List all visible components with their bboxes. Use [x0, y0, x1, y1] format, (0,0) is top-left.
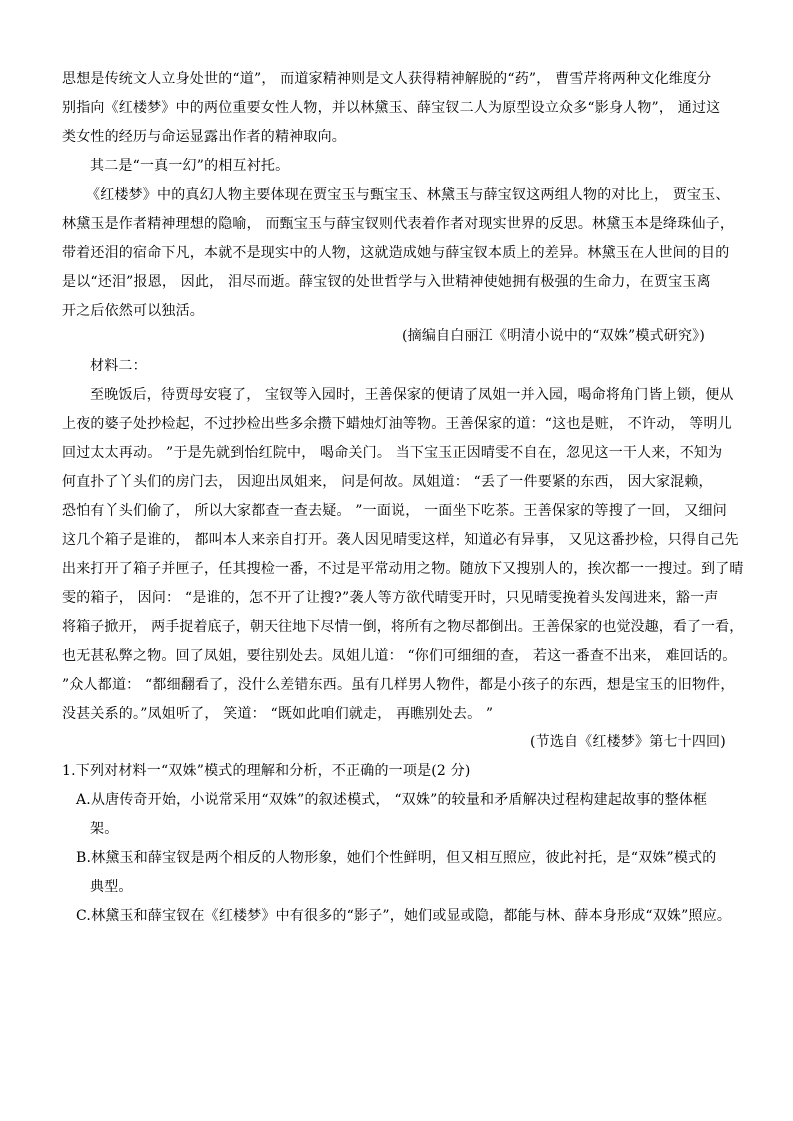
material1-line-9: 开之后依然可以独活。 [62, 303, 204, 319]
material2-line-10: 也无甚私弊之物。回了凤姐，要往别处去。凤姐儿道： “你们可细细的查， 若这一番查不出来， 难回话的。 [62, 648, 737, 664]
material2-line-7: 出来打开了箱子并匣子，任其搜检一番，不过是平常动用之物。随放下又搜别人的，挨次都一一搜过。到了晴 [62, 561, 744, 577]
material1-line-1: 思想是传统文人立身处世的“道”， 而道家精神则是文人获得精神解脱的“药”， 曹雪芹将两种文化维度分 [62, 71, 712, 87]
material2-source: (节选自《红楼梦》第七十四回) [530, 734, 726, 750]
material1-source: (摘编自白丽江《明清小说中的“双姝”模式研究》) [402, 328, 706, 344]
material2-line-12: 没甚关系的。”凤姐听了， 笑道： “既如此咱们就走， 再瞧别处去。 ” [62, 706, 494, 722]
material1-line-3: 类女性的经历与命运显露出作者的精神取向。 [62, 129, 346, 145]
question1-option-b-line-2: 典型。 [90, 879, 133, 895]
question1-option-a-line-2: 架。 [90, 821, 119, 837]
material1-line-2: 别指向《红楼梦》中的两位重要女性人物，并以林黛玉、薛宝钗二人为原型设立众多“影身人物”， 通过这 [62, 100, 721, 116]
material1-line-8: 是以“还泪”报恩， 因此， 泪尽而逝。薛宝钗的处世哲学与入世精神使她拥有极强的生命力，在贾宝玉离 [62, 274, 711, 290]
material2-line-2: 上夜的婆子处抄检起，不过抄检出些多余攒下蜡烛灯油等物。王善保家的道：“这也是赃， 不许动， 等明儿 [62, 416, 732, 432]
material2-line-11: ”众人都道： “都细翻看了，没什么差错东西。虽有几样男人物件，都是小孩子的东西，想是宝玉的旧物件， [62, 677, 735, 693]
material2-line-9: 将箱子掀开， 两手捉着底子，朝天往地下尽情一倒，将所有之物尽都倒出。王善保家的也觉没趣，看了一看， [62, 619, 744, 635]
material2-line-8: 雯的箱子， 因问： “是谁的，怎不开了让搜?”袭人等方欲代晴雯开时，只见晴雯挽着头发闯进来，豁一声 [62, 590, 719, 606]
material1-line-4: 其二是“一真一幻”的相互衬托。 [90, 158, 290, 174]
material1-line-5: 《红楼梦》中的真幻人物主要体现在贾宝玉与甄宝玉、林黛玉与薛宝钗这两组人物的对比上， 贾宝玉、 [86, 187, 730, 203]
question1-option-b-line-1: B.林黛玉和薛宝钗是两个相反的人物形象，她们个性鲜明，但又相互照应，彼此衬托，是“双姝”模式的 [76, 850, 717, 866]
material2-line-6: 这几个箱子是谁的， 都叫本人来亲自打开。袭人因见晴雯这样，知道必有异事， 又见这番抄检，只得自己先 [62, 532, 739, 548]
question1-option-a-line-1: A.从唐传奇开始，小说常采用“双姝”的叙述模式， “双姝”的较量和矛盾解决过程构建起故事的整体框 [76, 792, 708, 808]
material1-line-6: 林黛玉是作者精神理想的隐喻， 而甄宝玉与薛宝钗则代表着作者对现实世界的反思。林黛玉本是绛珠仙子， [62, 216, 735, 232]
material1-line-7: 带着还泪的宿命下凡，本就不是现实中的人物，这就造成她与薛宝钗本质上的差异。林黛玉在人世间的目的 [62, 245, 730, 261]
material2-line-4: 何直扑了丫头们的房门去， 因迎出凤姐来， 问是何故。凤姐道： “丢了一件要紧的东西， 因大家混赖， [62, 474, 713, 490]
material2-line-3: 回过太太再动。 ”于是先就到怡红院中， 喝命关门。 当下宝玉正因晴雯不自在，忽见这一干人来，不知为 [62, 445, 723, 461]
material2-line-1: 至晚饭后，待贾母安寝了， 宝钗等入园时，王善保家的便请了凤姐一并入园，喝命将角门皆上锁，便从 [90, 387, 734, 403]
material2-heading: 材料二： [90, 358, 147, 374]
question1-option-c-line-1: C.林黛玉和薛宝钗在《红楼梦》中有很多的“影子”，她们或显或隐，都能与林、薛本身形成“双姝”照应。 [76, 908, 732, 924]
material2-line-5: 恐怕有丫头们偷了， 所以大家都查一查去疑。 ”一面说， 一面坐下吃茶。王善保家的等搜了一回， 又细问 [62, 503, 727, 519]
question1-stem: 1.下列对材料一“双姝”模式的理解和分析，不正确的一项是(2 分) [62, 763, 471, 779]
